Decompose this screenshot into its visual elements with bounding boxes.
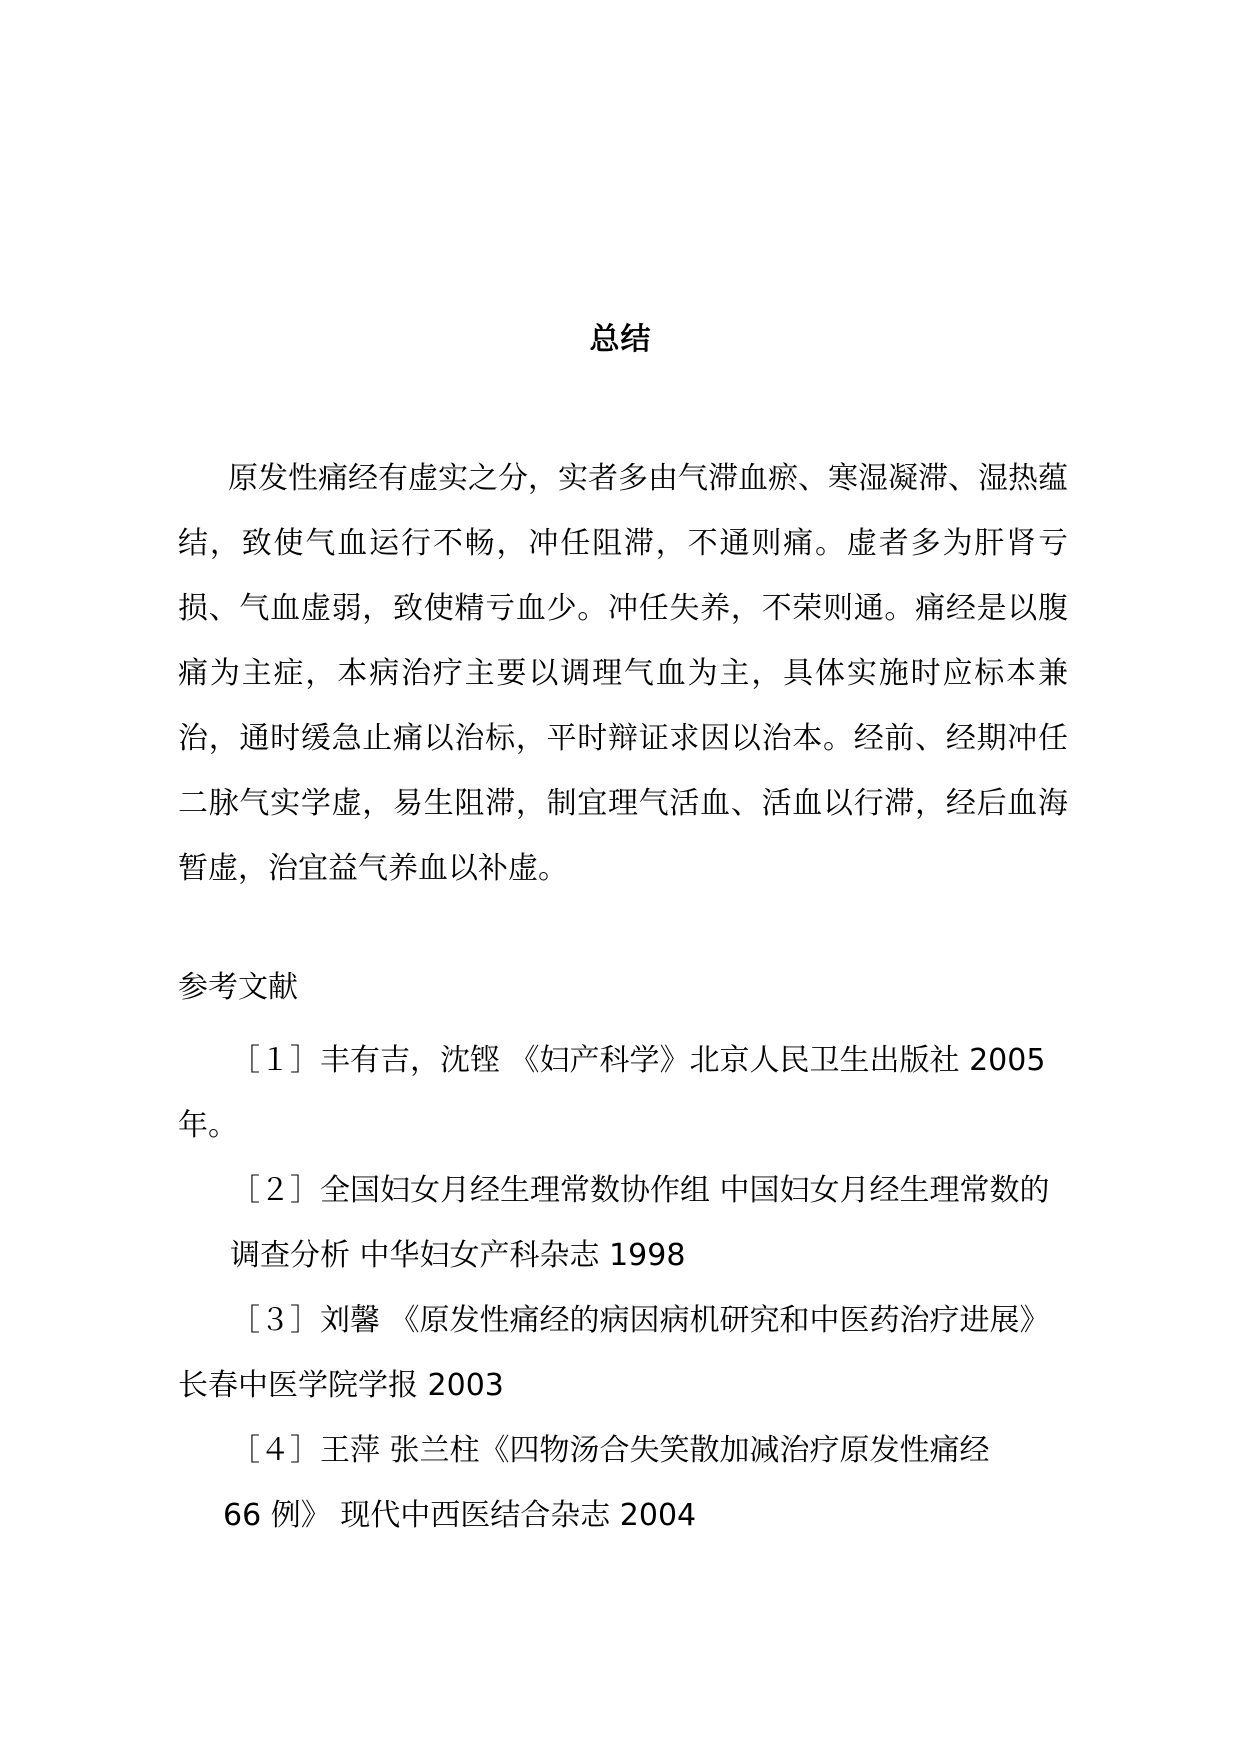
page-title: 总结 [589,322,652,357]
reference-item-3: ［３］刘馨 《原发性痛经的病因病机研究和中医药治疗进展》 长春中医学院学报 2003 [178,1303,1050,1403]
summary-paragraph: 原发性痛经有虚实之分，实者多由气滞血瘀、寒湿凝滞、湿热蕴结，致使气血运行不畅，冲任阻滞，不通则痛。虚者多为肝肾亏损、气血虚弱，致使精亏血少。冲任失养，不荣则通。痛经是以腹痛为主症，本病治疗主要以调理气血为主，具体实施时应标本兼治，通时缓急止痛以治标，平时辩证求因以治本。经前、经期冲任二脉气实学虚，易生阻滞，制宜理气活血、活血以行滞，经后血海暂虚，治宜益气养血以补虚。 [178,461,1068,886]
reference-item-4 [178,1418,1068,1548]
reference-item-2: ［２］全国妇女月经生理常数协作组 中国妇女月经生理常数的调查分析 中华妇女产科杂志 1998 [230,1173,1050,1273]
references-heading: 参考文献 [178,970,298,1005]
reference-item-4-line2: 66 例》 现代中西医结合杂志 2004 [223,1498,697,1533]
reference-item-4-line1: ［４］王萍 张兰柱《四物汤合失笑散加减治疗原发性痛经 [230,1433,990,1468]
reference-item-1: ［１］丰有吉，沈铿 《妇产科学》北京人民卫生出版社 2005 年。 [178,1043,1046,1143]
